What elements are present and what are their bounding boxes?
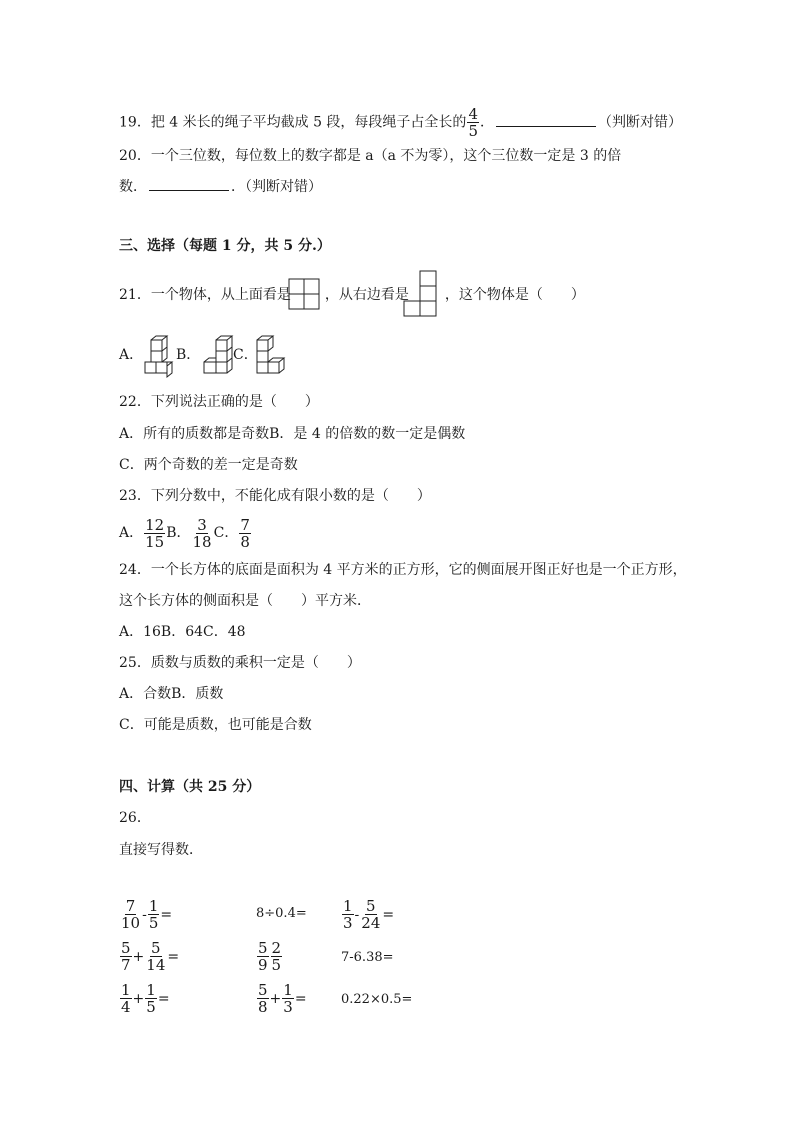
question-22-stem: 22．下列说法正确的是（ ） [119,394,319,410]
fraction: $\frac{7}{8}$ [240,515,250,551]
calc-r2c1: $\frac{5}{7}$ + $\frac{5}{14}$ = [121,939,180,974]
answer-blank[interactable] [496,112,596,127]
question-19-text: 19．把 4 米长的绳子平均截成 5 段，每段绳子占全长的 [119,114,467,131]
answer-blank[interactable] [149,176,229,191]
option-a-label: A． [119,347,144,363]
question-26-number: 26． [119,810,151,826]
fraction: $\frac{4}{5}$ [468,105,478,140]
question-25-stem: 25．质数与质数的乘积一定是（ ） [119,655,361,671]
question-21: 21．一个物体，从上面看是 ，从右边看是 ，这个物体是（ ） [119,287,585,303]
question-25-options-ab[interactable]: A．合数B．质数 [119,686,224,702]
calc-r1c3: $\frac{1}{3}$ - $\frac{5}{24}$ = [343,897,395,932]
fraction: $\frac{12}{15}$ [145,515,165,551]
calc-r3c2: $\frac{5}{8}$ + $\frac{1}{3}$ = [258,981,307,1016]
question-19: 19．把 4 米长的绳子平均截成 5 段，每段绳子占全长的 $\frac{4}{5}$ ． （判断对错） [119,105,682,140]
calc-r2c2: $\frac{5}{9}$ $\frac{2}{5}$ [258,939,282,974]
section-heading-choice: 三、选择（每题 1 分，共 5 分.） [119,238,331,254]
question-24-line1: 24．一个长方体的底面是面积为 4 平方米的正方形，它的侧面展开图正好也是一个正方形， [119,562,687,578]
calc-r2c3: 7-6.38= [341,950,394,965]
calc-r3c3: 0.22×0.5= [341,992,413,1007]
question-24-line2: 这个长方体的侧面积是（ ）平方米． [119,593,371,609]
section-heading-calculation: 四、计算（共 25 分） [119,779,261,795]
question-22-options-ab[interactable]: A．所有的质数都是奇数B．是 4 的倍数的数一定是偶数 [119,426,466,442]
question-26-instruction: 直接写得数． [119,842,203,858]
option-a-cube-figure[interactable] [143,336,179,378]
question-20-line2: 数． ．（判断对错） [119,176,322,197]
question-20-line1: 20．一个三位数，每位数上的数字都是 a（a 不为零），这个三位数一定是 3 的倍 [119,148,622,164]
right-view-figure [403,270,439,318]
question-22-option-c[interactable]: C．两个奇数的差一定是奇数 [119,457,298,473]
option-b-cube-figure[interactable] [200,336,236,378]
top-view-figure [288,278,322,310]
question-25-option-c[interactable]: C．可能是质数，也可能是合数 [119,717,312,733]
option-c-label: C． [233,347,258,363]
question-23-options[interactable]: A． $\frac{12}{15}$ B． $\frac{3}{18}$ C． $\frac{7}{8}$ [119,515,250,551]
calc-r1c2: 8÷0.4= [256,906,307,921]
question-24-options[interactable]: A．16B．64C．48 [119,624,246,640]
question-23-stem: 23．下列分数中，不能化成有限小数的是（ ） [119,488,431,504]
option-b-label: B． [176,347,201,363]
option-c-cube-figure[interactable] [255,336,291,378]
calc-r3c1: $\frac{1}{4}$ + $\frac{1}{5}$ = [121,981,170,1016]
calc-r1c1: $\frac{7}{10}$ - $\frac{1}{5}$ = [121,897,173,932]
fraction: $\frac{3}{18}$ [192,515,212,551]
